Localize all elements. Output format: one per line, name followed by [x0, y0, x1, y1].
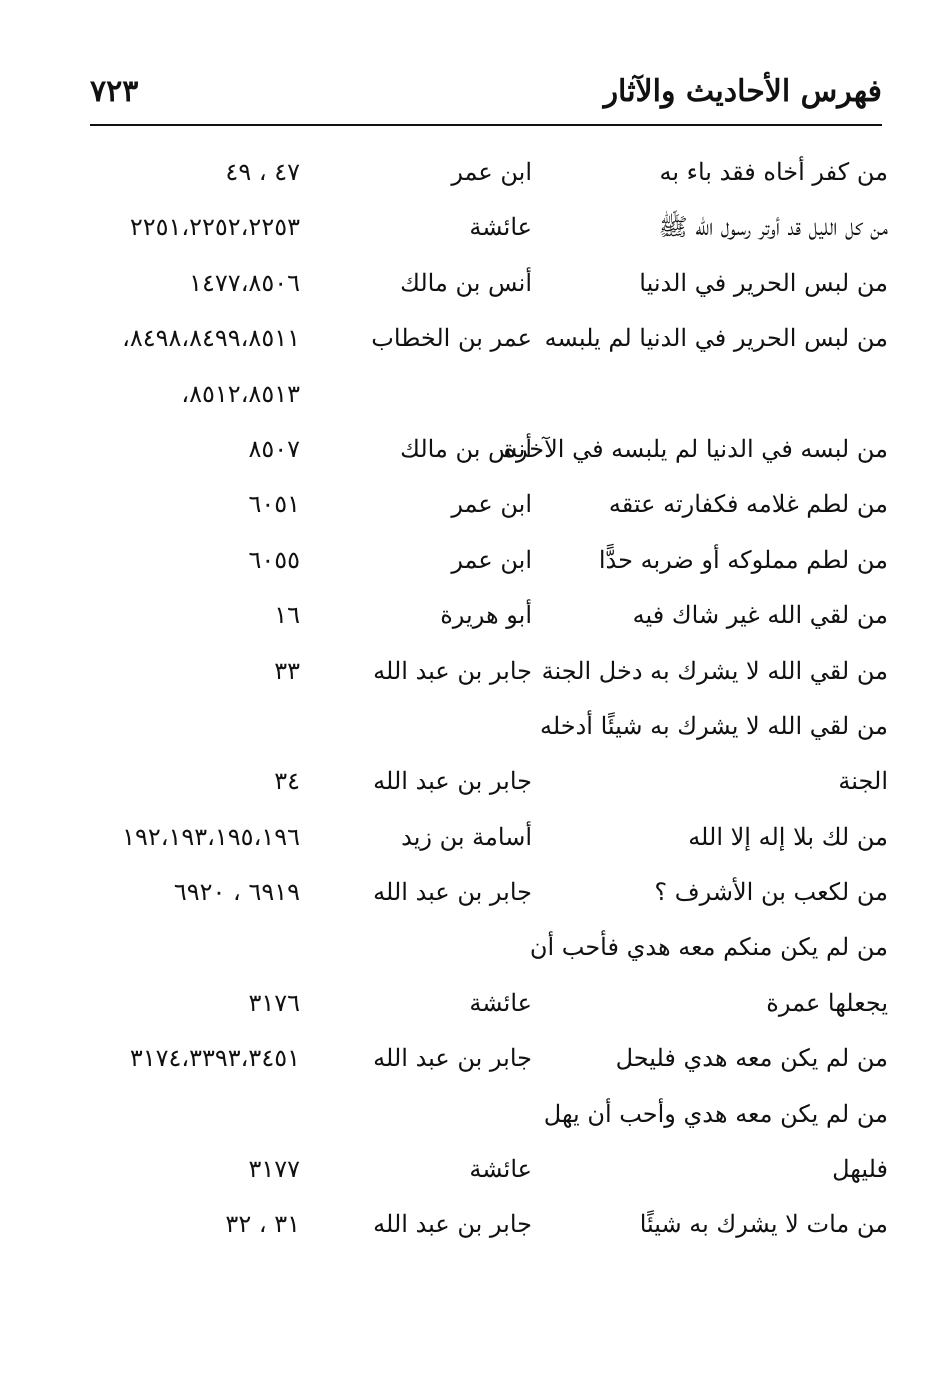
narrator: جابر بن عبد الله	[373, 1044, 532, 1073]
hadith-numbers: ٣١ ، ٣٢	[225, 1210, 300, 1239]
hadith-numbers: ٨٥١٢،٨٥١٣،	[181, 379, 300, 408]
index-row	[90, 589, 888, 644]
hadith-numbers: ١٤٧٧،٨٥٠٦	[189, 268, 300, 297]
hadith-numbers: ٦٩١٩ ، ٦٩٢٠	[173, 878, 300, 907]
narrator: أبو هريرة	[440, 601, 532, 630]
index-row	[90, 423, 888, 478]
index-row	[90, 201, 888, 256]
index-row	[90, 866, 888, 921]
index-row	[90, 755, 888, 810]
index-row	[90, 977, 888, 1032]
page-header	[90, 68, 882, 116]
hadith-numbers: ٢٢٥١،٢٢٥٢،٢٢٥٣	[129, 213, 300, 242]
narrator: ابن عمر	[451, 490, 532, 519]
narrator: أنس بن مالك	[400, 268, 532, 297]
hadith-numbers: ٣٤	[274, 767, 300, 796]
index-row	[90, 1088, 888, 1143]
hadith-numbers: ٣١٧٧	[248, 1155, 300, 1184]
hadith-numbers: ٦٠٥١	[248, 490, 300, 519]
index-row	[90, 1143, 888, 1198]
hadith-text: الجنة	[838, 767, 888, 796]
page-number: ٧٢٣	[90, 74, 139, 109]
header-divider	[90, 124, 882, 126]
narrator: عائشة	[469, 213, 532, 242]
index-row	[90, 1198, 888, 1253]
hadith-text: من لم يكن معه هدي وأحب أن يهل	[543, 1099, 888, 1128]
hadith-text: من لطم مملوكه أو ضربه حدًّا	[598, 545, 888, 574]
narrator: عمر بن الخطاب	[371, 324, 532, 353]
index-row	[90, 146, 888, 201]
hadith-text: من كفر أخاه فقد باء به	[659, 158, 888, 186]
index-row	[90, 534, 888, 589]
hadith-text: من لقي الله لا يشرك به شيئًا أدخله	[539, 711, 888, 740]
hadith-numbers: ٨٥٠٧	[248, 434, 300, 463]
narrator: أسامة بن زيد	[401, 822, 532, 851]
hadith-numbers: ٤٧ ، ٤٩	[225, 158, 300, 186]
hadith-text: من لم يكن منكم معه هدي فأحب أن	[529, 933, 888, 962]
hadith-text: من لكعب بن الأشرف ؟	[654, 878, 888, 907]
page-title: فهرس الأحاديث والآثار	[603, 74, 882, 109]
narrator: جابر بن عبد الله	[373, 1210, 532, 1239]
narrator: جابر بن عبد الله	[373, 878, 532, 907]
hadith-text: من لطم غلامه فكفارته عتقه	[608, 490, 888, 519]
narrator: ابن عمر	[451, 158, 532, 186]
hadith-numbers: ٦٠٥٥	[248, 545, 300, 574]
hadith-numbers: ٣١٧٤،٣٣٩٣،٣٤٥١	[129, 1044, 300, 1073]
narrator: جابر بن عبد الله	[373, 767, 532, 796]
narrator: عائشة	[469, 988, 532, 1017]
hadith-numbers: ٣٣	[274, 656, 300, 685]
hadith-text: من كل الليل قد أوتر رسول الله ﷺ	[658, 213, 888, 242]
hadith-numbers: ١٦	[274, 601, 300, 630]
narrator: ابن عمر	[451, 545, 532, 574]
index-row	[90, 368, 888, 423]
hadith-text: من لبس الحرير في الدنيا	[639, 268, 888, 297]
hadith-text: من مات لا يشرك به شيئًا	[639, 1210, 888, 1239]
index-row	[90, 1032, 888, 1087]
index-row	[90, 312, 888, 367]
hadith-text: فليهل	[832, 1155, 888, 1184]
hadith-numbers: ٨٤٩٨،٨٤٩٩،٨٥١١،	[122, 324, 300, 353]
hadith-text: من لم يكن معه هدي فليحل	[615, 1044, 888, 1073]
hadith-numbers: ٣١٧٦	[248, 988, 300, 1017]
index-row	[90, 478, 888, 533]
hadith-text: من لك بلا إله إلا الله	[688, 822, 888, 851]
narrator: عائشة	[469, 1155, 532, 1184]
narrator: أنس بن مالك	[400, 434, 532, 463]
index-row	[90, 645, 888, 700]
index-row	[90, 700, 888, 755]
hadith-index-list	[90, 146, 888, 1254]
index-row	[90, 921, 888, 976]
hadith-text: من لبس الحرير في الدنيا لم يلبسه	[544, 324, 888, 353]
hadith-text: من لقي الله غير شاك فيه	[632, 601, 888, 630]
hadith-text: يجعلها عمرة	[766, 988, 888, 1017]
narrator: جابر بن عبد الله	[373, 656, 532, 685]
index-row	[90, 811, 888, 866]
hadith-text: من لقي الله لا يشرك به دخل الجنة	[541, 656, 888, 685]
hadith-numbers: ١٩٢،١٩٣،١٩٥،١٩٦	[122, 822, 300, 851]
index-row	[90, 257, 888, 312]
hadith-text: من لبسه في الدنيا لم يلبسه في الآخرة	[503, 434, 888, 463]
